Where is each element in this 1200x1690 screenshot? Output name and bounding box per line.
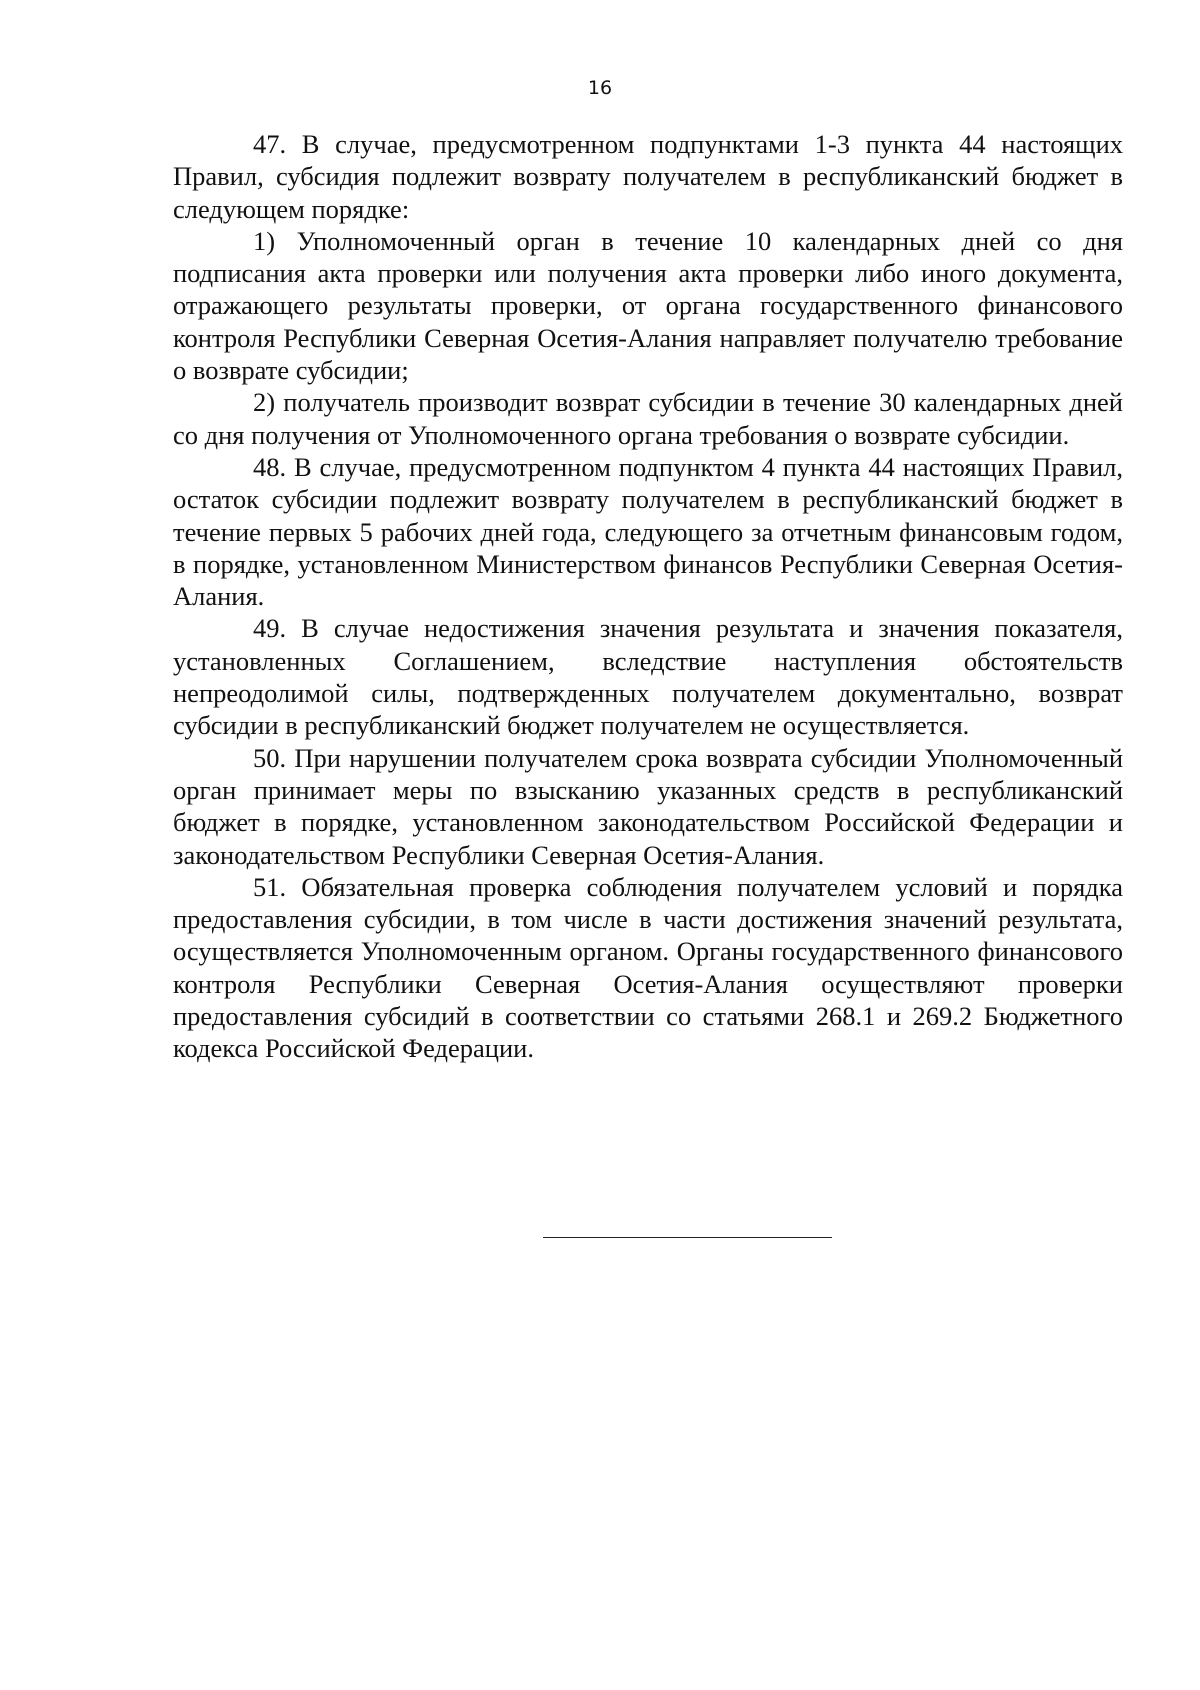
document-body bbox=[173, 128, 1123, 1065]
paragraph-47-item-1: 1) Уполномоченный орган в течение 10 календарных дней со дня подписания акта проверки или получения акта проверки либо иного документа, отражающего результаты проверки, от органа государственного финансового контроля Республики Северная Осетия-Алания направляет получателю требование о возврате субсидии; bbox=[173, 225, 1123, 386]
paragraph-51: 51. Обязательная проверка соблюдения получателем условий и порядка предоставления субсидии, в том числе в части достижения значений результата, осуществляется Уполномоченным органом. Органы государственного финансового контроля Республики Северная Осетия-Алания осуществляют проверки предоставления субсидий в соответствии со статьями 268.1 и 269.2 Бюджетного кодекса Российской Федерации. bbox=[173, 871, 1123, 1064]
end-separator-line bbox=[543, 1237, 832, 1238]
paragraph-48: 48. В случае, предусмотренном подпунктом 4 пункта 44 настоящих Правил, остаток субсидии подлежит возврату получателем в республиканский бюджет в течение первых 5 рабочих дней года, следующего за отчетным финансовым годом, в порядке, установленном Министерством финансов Республики Северная Осетия-Алания. bbox=[173, 451, 1123, 612]
paragraph-47: 47. В случае, предусмотренном подпунктами 1-3 пункта 44 настоящих Правил, субсидия подлежит возврату получателем в республиканский бюджет в следующем порядке: bbox=[173, 129, 1123, 224]
paragraph-50: 50. При нарушении получателем срока возврата субсидии Уполномоченный орган принимает меры по взысканию указанных средств в республиканский бюджет в порядке, установленном законодательством Российской Федерации и законодательством Республики Северная Осетия-Алания. bbox=[173, 742, 1123, 870]
paragraph-47-item-2: 2) получатель производит возврат субсидии в течение 30 календарных дней со дня получения от Уполномоченного органа требования о возврате субсидии. bbox=[173, 387, 1123, 450]
page-number: 16 bbox=[587, 77, 613, 99]
paragraph-49: 49. В случае недостижения значения результата и значения показателя, установленных Соглашением, вследствие наступления обстоятельств непреодолимой силы, подтвержденных получателем документально, возврат субсидии в республиканский бюджет получателем не осуществляется. bbox=[173, 613, 1123, 741]
